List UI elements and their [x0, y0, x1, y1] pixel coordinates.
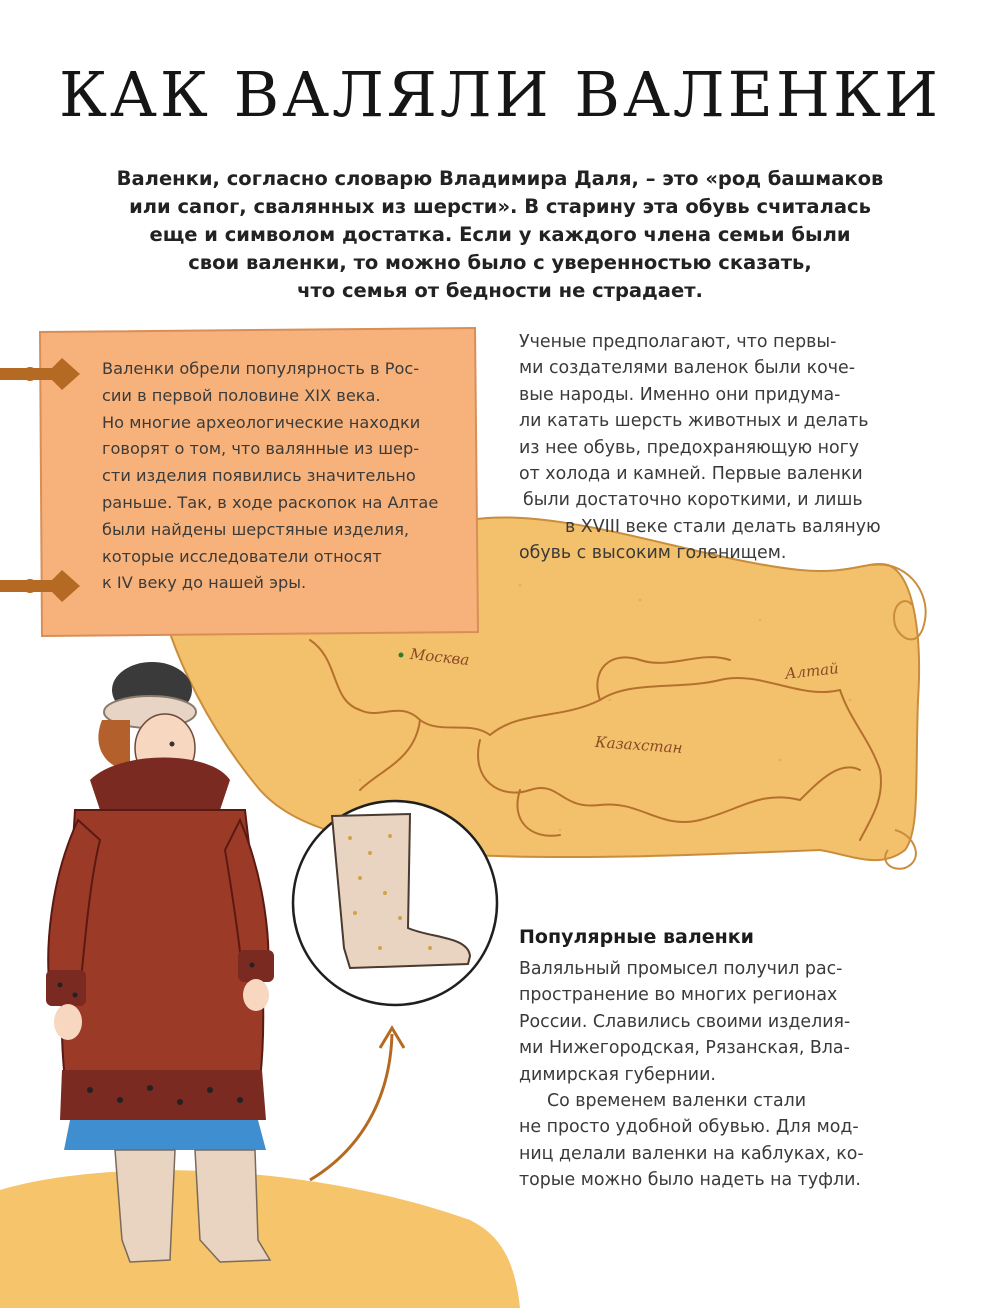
intro-line: еще и символом достатка. Если у каждого члена семьи были [149, 223, 851, 246]
right-line: из нее обувь, предохраняющую ногу [519, 437, 860, 458]
right-line: были достаточно короткими, и лишь [523, 490, 863, 511]
right-line: от холода и камней. Первые валенки [519, 464, 863, 485]
intro-line: Валенки, согласно словарю Владимира Даля, – это «род башмаков [116, 167, 884, 190]
popular-line: ми Нижегородская, Рязанская, Вла- [519, 1038, 850, 1059]
popular-line: ниц делали валенки на каблуках, ко- [519, 1143, 864, 1164]
note-line: Но многие археологические находки [102, 412, 421, 432]
page-title: КАК ВАЛЯЛИ ВАЛЕНКИ [58, 58, 942, 131]
right-line: ли катать шерсть животных и делать [519, 411, 869, 432]
note-line: говорят о том, что валянные из шер- [102, 439, 420, 459]
popular-line: Валяльный промысел получил рас- [519, 959, 843, 979]
intro-line: или сапог, свалянных из шерсти». В старину эта обувь считалась [129, 195, 871, 218]
intro-line: что семья от бедности не страдает. [297, 279, 703, 302]
boot-circle [290, 798, 500, 1008]
right-line: вые народы. Именно они придума- [519, 384, 841, 405]
popular-line: не просто удобной обувью. Для мод- [519, 1117, 859, 1138]
intro-paragraph [95, 165, 905, 305]
section-heading: Популярные валенки [519, 926, 754, 948]
moscow-marker [399, 653, 404, 658]
popular-line: пространение во многих регионах [519, 985, 838, 1006]
woman-illustration [30, 650, 290, 1290]
popular-line: России. Славились своими изделия- [519, 1011, 851, 1032]
map-label-moscow: Москва [409, 644, 471, 670]
note-line: Валенки обрели популярность в Рос- [102, 359, 420, 378]
popular-line: димирская губернии. [519, 1064, 716, 1085]
map-label-kazakhstan: Казахстан [594, 732, 684, 758]
map-label-altai: Алтай [784, 659, 840, 683]
right-line: Ученые предполагают, что первы- [519, 332, 837, 352]
note-line: были найдены шерстяные изделия, [102, 519, 410, 539]
right-line: ми создателями валенок были коче- [519, 358, 855, 379]
right-line: в XVIII веке стали делать валяную [565, 516, 881, 537]
right-paragraph [519, 329, 919, 567]
popular-paragraph [519, 956, 939, 1194]
right-line: обувь с высоким голенищем. [519, 543, 787, 564]
note-line: сти изделия появились значительно [102, 466, 416, 486]
note-line: сии в первой половине XIX века. [102, 385, 381, 405]
arrow-icon [300, 1020, 420, 1190]
intro-line: свои валенки, то можно было с уверенностью сказать, [188, 251, 812, 274]
note-line: которые исследователи относят [102, 546, 382, 566]
popular-line: Со временем валенки стали [547, 1091, 807, 1112]
note-paragraph [102, 356, 472, 597]
popular-line: торые можно было надеть на туфли. [519, 1170, 861, 1191]
note-line: к IV веку до нашей эры. [102, 573, 307, 593]
note-line: раньше. Так, в ходе раскопок на Алтае [102, 492, 439, 512]
